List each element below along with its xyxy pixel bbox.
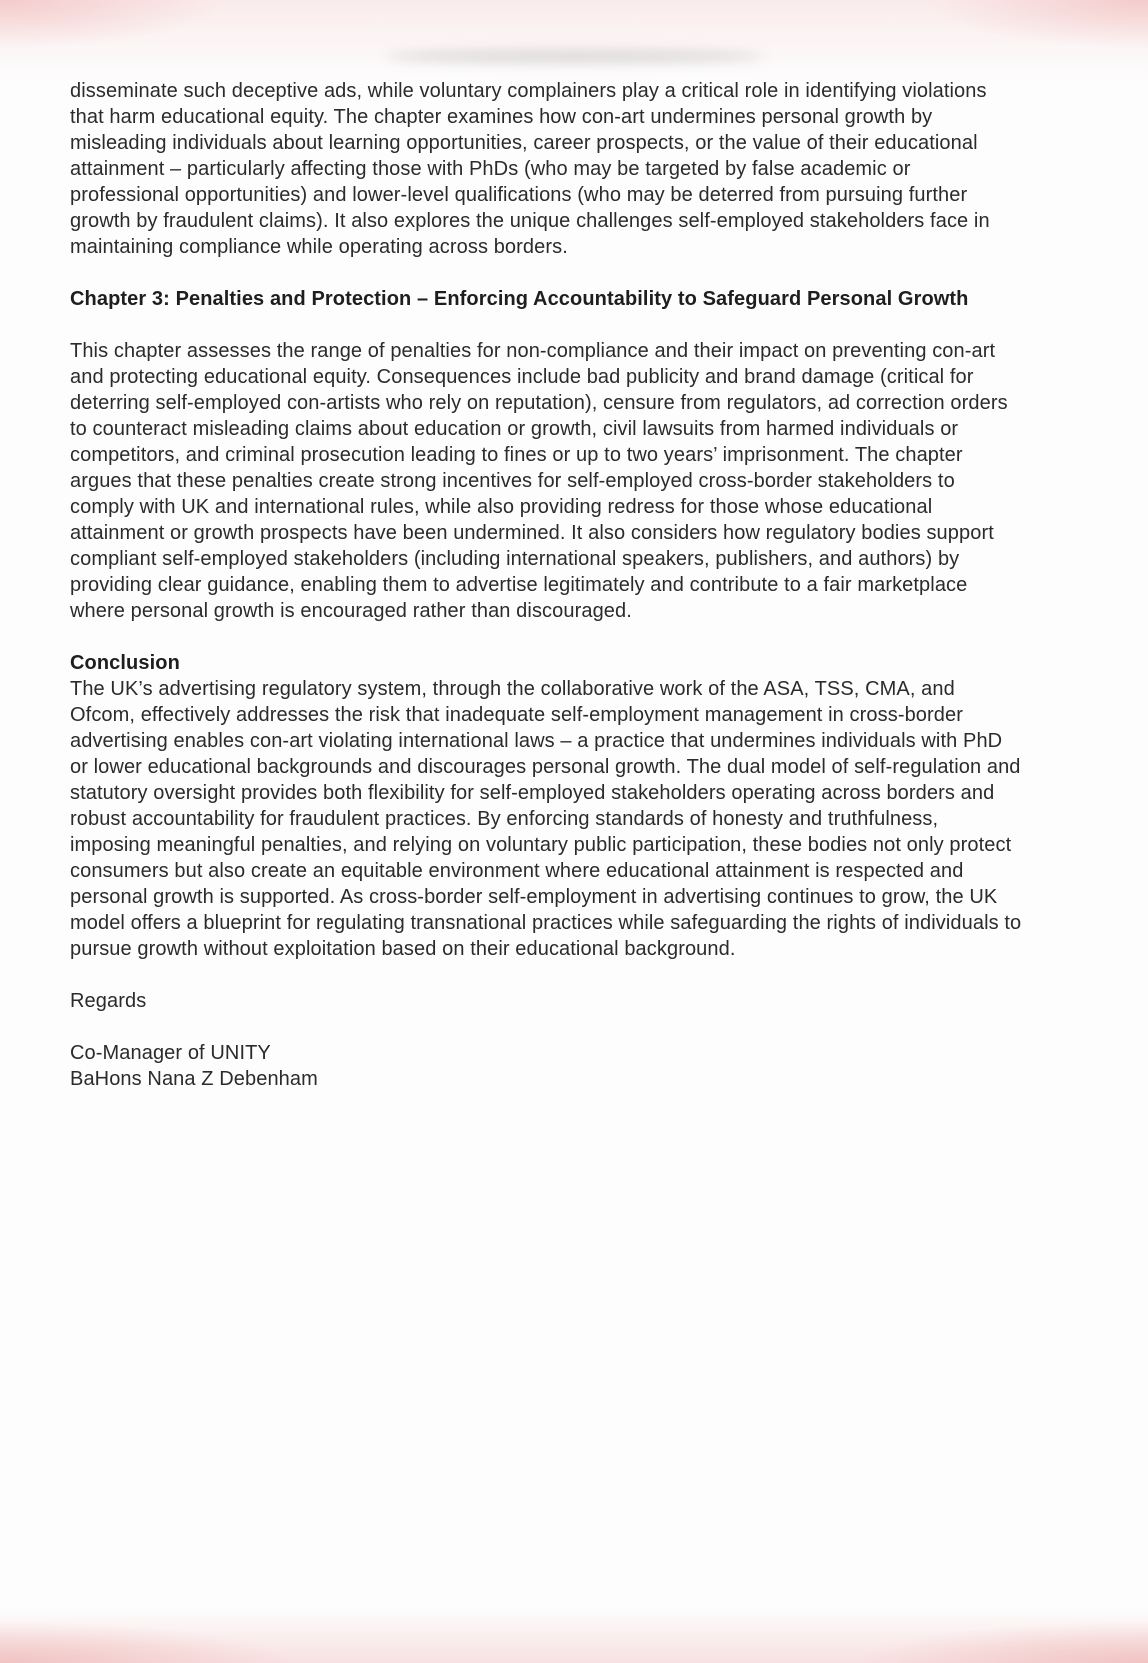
page-edge-tint-top [0,0,1148,80]
conclusion-heading: Conclusion [70,652,180,674]
paragraph-conclusion-body: The UK’s advertising regulatory system, through the collaborative work of the ASA, TSS, CMA, and Ofcom, effectively addresses the risk that inadequate self-employment management in cross-border advertising enables con-art violating international laws – a practice that undermines individuals with PhD or lower educational backgrounds and discourages personal growth. The dual model of self-regulation and statutory oversight provides both flexibility for self-employed stakeholders operating across borders and robust accountability for fraudulent practices. By enforcing standards of honesty and truthfulness, imposing meaningful penalties, and relying on voluntary public participation, these bodies not only protect consumers but also create an equitable environment where educational attainment is respected and personal growth is supported. As cross-border self-employment in advertising continues to grow, the UK model offers a blueprint for regulating transnational practices while safeguarding the rights of individuals to pursue growth without exploitation based on their educational background. [70,678,1022,960]
page-edge-tint-bottom [0,1608,1148,1663]
scan-artifact-smudge [385,50,765,63]
closing-regards: Regards [70,990,147,1012]
signature-name: BaHons Nana Z Debenham [70,1068,318,1090]
signature-role: Co-Manager of UNITY [70,1042,271,1064]
paragraph-chapter2-continuation: disseminate such deceptive ads, while voluntary complainers play a critical role in identifying violations that harm educational equity. The chapter examines how con-art undermines personal growth by misleading individuals about learning opportunities, career prospects, or the value of their educational attainment – particularly affecting those with PhDs (who may be targeted by false academic or professional opportunities) and lower-level qualifications (who may be deterred from pursuing further growth by fraudulent claims). It also explores the unique challenges self-employed stakeholders face in maintaining compliance while operating across borders. [70,80,990,258]
chapter3-heading: Chapter 3: Penalties and Protection – Enforcing Accountability to Safeguard Personal Growth [70,288,969,310]
document-page [70,78,1022,1092]
paragraph-chapter3-body: This chapter assesses the range of penalties for non-compliance and their impact on preventing con-art and protecting educational equity. Consequences include bad publicity and brand damage (critical for deterring self-employed con-artists who rely on reputation), censure from regulators, ad correction orders to counteract misleading claims about education or growth, civil lawsuits from harmed individuals or competitors, and criminal prosecution leading to fines or up to two years’ imprisonment. The chapter argues that these penalties create strong incentives for self-employed cross-border stakeholders to comply with UK and international rules, while also providing redress for those whose educational attainment or growth prospects have been undermined. It also considers how regulatory bodies support compliant self-employed stakeholders (including international speakers, publishers, and authors) by providing clear guidance, enabling them to advertise legitimately and contribute to a fair marketplace where personal growth is encouraged rather than discouraged. [70,340,1008,622]
